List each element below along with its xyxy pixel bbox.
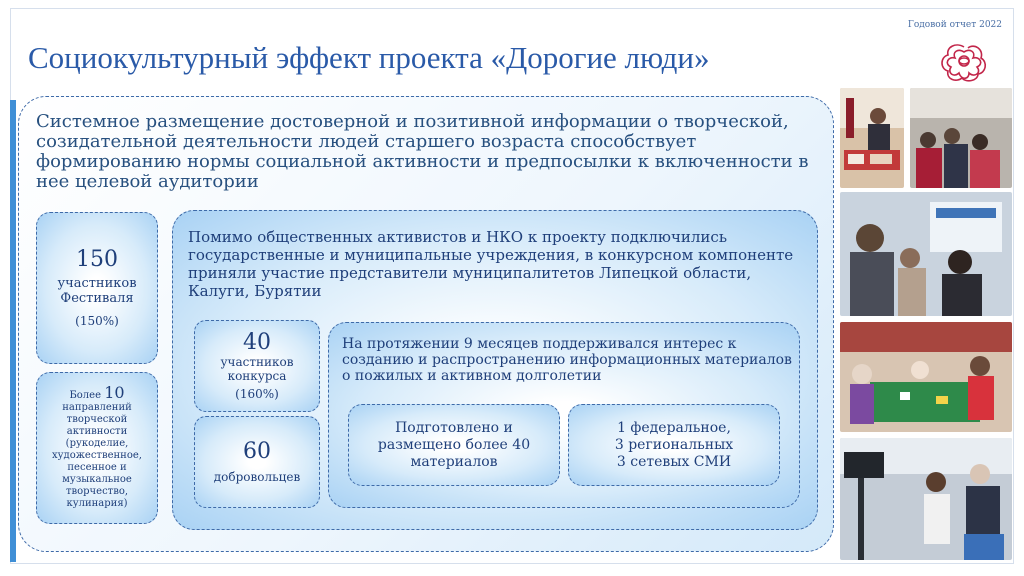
left-accent-bar — [10, 100, 16, 562]
festival-percent: (150%) — [75, 314, 119, 328]
slide-title: Социокультурный эффект проекта «Дорогие люди» — [28, 40, 710, 75]
media-card — [568, 404, 780, 486]
flower-logo-icon — [938, 38, 990, 84]
directions-count: 10 — [104, 382, 125, 402]
festival-stat-card — [36, 212, 158, 364]
directions-stat-card — [36, 372, 158, 524]
media-line-2: 3 региональных — [614, 436, 734, 453]
interest-text: На протяжении 9 месяцев поддерживался интерес к созданию и распространению информационных материалов о пожилых и активном долголетии — [342, 336, 792, 384]
materials-text: Подготовлено и размещено более 40 материалов — [377, 419, 531, 470]
festival-label: участников Фестиваля — [57, 276, 137, 306]
volunteers-label: добровольцев — [213, 470, 301, 484]
directions-text: направлений творческой активности (рукоделие, художественное, песенное и музыкальное творчество, кулинария) — [52, 401, 142, 509]
festival-count: 150 — [76, 247, 118, 272]
partners-text: Помимо общественных активистов и НКО к проекту подключились государственные и муниципальные учреждения, в конкурсном компоненте приняли участие представители муниципалитетов Липецкой области, Калуги, Бурятии — [188, 228, 794, 300]
contest-count: 40 — [243, 330, 271, 355]
contest-percent: (160%) — [235, 387, 279, 401]
photo-meeting — [840, 192, 1012, 316]
contest-label: участников конкурса — [220, 355, 294, 383]
photo-workshop — [840, 322, 1012, 432]
volunteers-count: 60 — [243, 439, 271, 464]
materials-card — [348, 404, 560, 486]
volunteers-stat-card — [194, 416, 320, 508]
report-label: Годовой отчет 2022 — [907, 20, 1002, 30]
directions-label — [45, 382, 149, 510]
photo-audience — [910, 88, 1012, 188]
photo-press — [840, 438, 1012, 560]
photo-craft-fair — [840, 88, 904, 188]
directions-prefix: Более — [69, 389, 105, 401]
main-statement: Системное размещение достоверной и позитивной информации о творческой, созидательной деятельности людей старшего возраста способствует формированию нормы социальной активности и предпосылки к включенности в нее целевой аудитории — [36, 111, 809, 192]
contest-stat-card — [194, 320, 320, 412]
media-line-1: 1 федеральное, — [617, 419, 731, 436]
media-line-3: 3 сетевых СМИ — [616, 453, 732, 470]
